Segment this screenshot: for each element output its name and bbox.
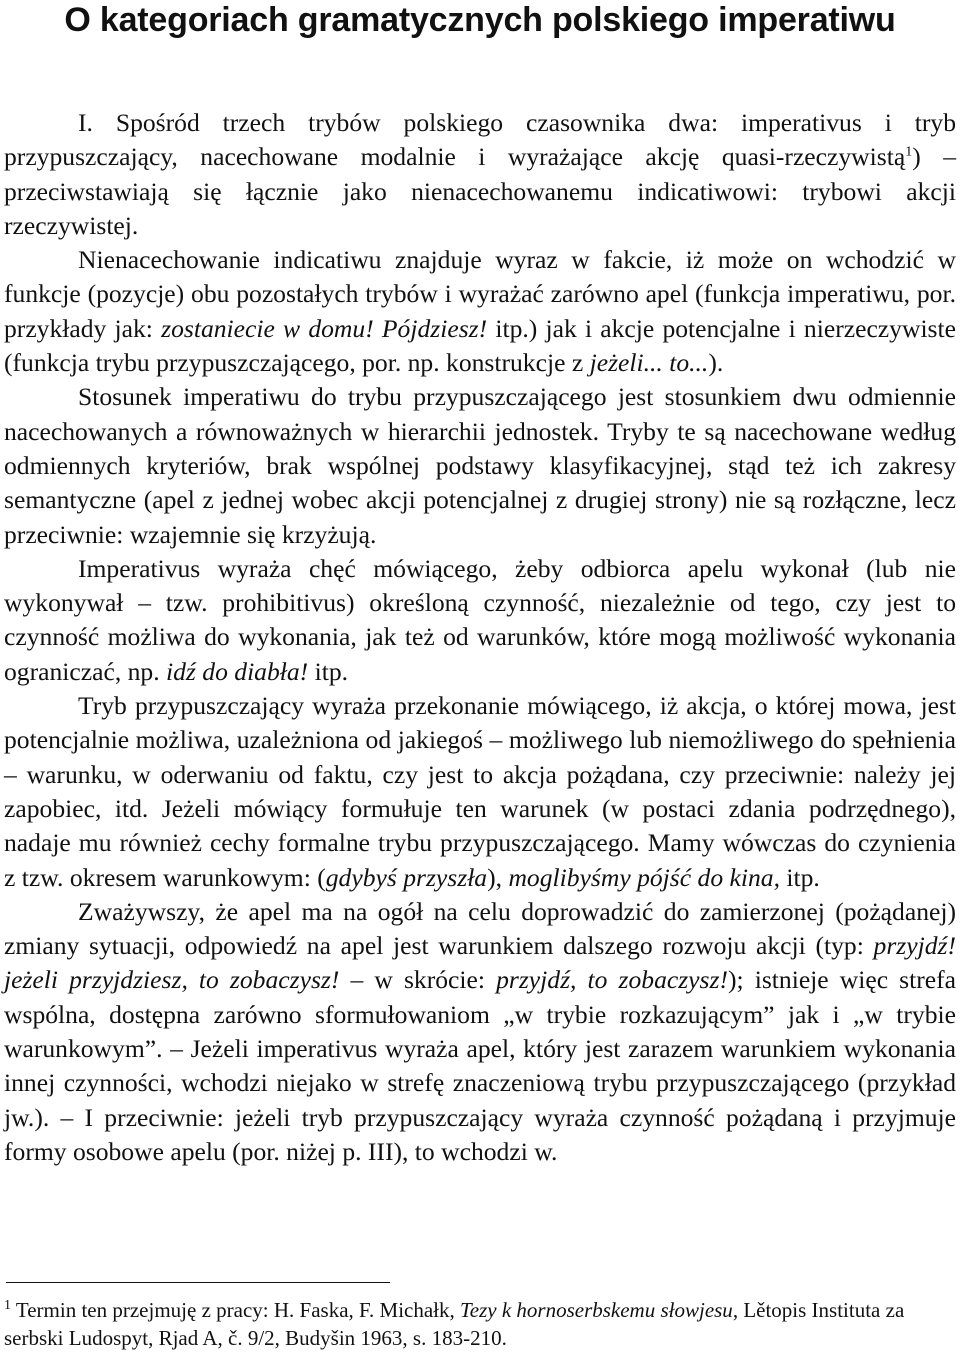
italic-example: gdybyś przyszła <box>325 862 488 892</box>
text-run: Zważywszy, że apel ma na ogół na celu doprowadzić do zamierzonej (pożądanej) zmiany sytuacji, odpowiedź na apel jest warunkiem dalszego rozwoju akcji (typ: <box>4 896 956 961</box>
italic-example: idź do diabła! <box>166 656 309 686</box>
paragraph <box>4 689 956 895</box>
text-run: itp.) jak i akcje potencjalne i nierzeczywiste (funkcja trybu przypuszczającego, por. np. konstrukcje z <box>4 313 956 378</box>
italic-example: przyjdź! jeżeli przyjdziesz, to zobaczysz! <box>4 931 956 995</box>
text-run: , Lětopis Instituta za serbski Ludospyt, Rjad A, č. 9/2, Budyšin 1963, s. 183-210. <box>4 1298 905 1350</box>
paragraph <box>4 552 956 689</box>
paragraph <box>4 380 956 551</box>
footnote-separator <box>6 1282 390 1283</box>
document-body <box>4 106 956 1169</box>
text-run: itp. <box>308 656 349 686</box>
text-run: – w skrócie: <box>339 965 497 995</box>
italic-example: jeżeli... to... <box>589 348 709 378</box>
text-run: ); istnieje więc strefa wspólna, dostępna zarówno sformułowaniom „w trybie rozkazującym” jak i „w trybie warunkowym”. – Jeżeli imperativus wyraża apel, który jest zarazem warunkiem wykonania innej czynności, wchodzi niejako w strefę znaczeniową trybu przypuszczającego (przykład jw.). – I przeciwnie: jeżeli tryb przypuszczający wyraża czynność pożądaną i przyjmuje formy osobowe apelu (por. niżej p. III), to wchodzi w. <box>4 965 956 1166</box>
paragraph <box>4 106 956 243</box>
text-run: itp. <box>779 862 820 892</box>
text-run: I. Spośród trzech trybów polskiego czasownika dwa: imperativus i tryb przypuszczający, nacechowane modalnie i wyrażające akcję quasi-rzeczywistą <box>4 108 956 172</box>
italic-example: przyjdź, to zobaczysz! <box>496 965 728 995</box>
text-run: Imperativus wyraża chęć mówiącego, żeby odbiorca apelu wykonał (lub nie wykonywał – tzw. prohibitivus) określoną czynność, niezależnie od tego, czy jest to czynność możliwa do wykonania, jak też od warunków, które mogą możliwość wykonania ograniczać, np. <box>4 553 956 686</box>
text-run: Termin ten przejmuję z pracy: H. Faska, F. Michałk, <box>11 1298 461 1322</box>
text-run: Tryb przypuszczający wyraża przekonanie mówiącego, iż akcja, o której mowa, jest potencjalnie możliwa, uzależniona od jakiegoś – możliwego lub niemożliwego do spełnienia – warunku, w oderwaniu od faktu, czy jest to akcja pożądana, czy przeciwnie: należy jej zapobiec, itd. Jeżeli mówiący formułuje ten warunek (w postaci zdania podrzędnego), nadaje mu również cechy formalne trybu przypuszczającego. Mamy wówczas do czynienia z tzw. okresem warunkowym: ( <box>4 691 956 892</box>
paragraph <box>4 895 956 1169</box>
footnote-marker: 1 <box>905 144 913 160</box>
text-run: ), <box>487 862 509 892</box>
text-run: ). <box>708 348 724 378</box>
italic-example: zostaniecie w domu! Pójdziesz! <box>161 313 488 343</box>
italic-example: moglibyśmy pójść do kina, <box>508 862 780 892</box>
text-run: ) – przeciwstawiają się łącznie jako nienacechowanemu indicatiwowi: trybowi akcji rzeczywistej. <box>4 142 957 240</box>
italic-example: Tezy k hornoserbskemu słowjesu <box>460 1298 733 1322</box>
paragraph <box>4 243 956 380</box>
text-run: Stosunek imperatiwu do trybu przypuszczającego jest stosunkiem dwu odmiennie nacechowanych a równoważnych w hierarchii jednostek. Tryby te są nacechowane według odmiennych kryteriów, brak wspólnej podstawy klasyfikacyjnej, stąd też ich zakresy semantyczne (apel z jednej wobec akcji potencjalnej z drugiej strony) nie są rozłączne, lecz przeciwnie: wzajemnie się krzyżują. <box>4 382 956 549</box>
text-run: Nienacechowanie indicatiwu znajduje wyraz w fakcie, iż może on wchodzić w funkcje (pozycje) obu pozostałych trybów i wyrażać zarówno apel (funkcja imperatiwu, por. przykłady jak: <box>4 245 956 343</box>
document-title: O kategoriach gramatycznych polskiego imperatiwu <box>64 1 896 39</box>
footnote-marker: 1 <box>4 1298 11 1313</box>
footnote <box>4 1296 954 1352</box>
